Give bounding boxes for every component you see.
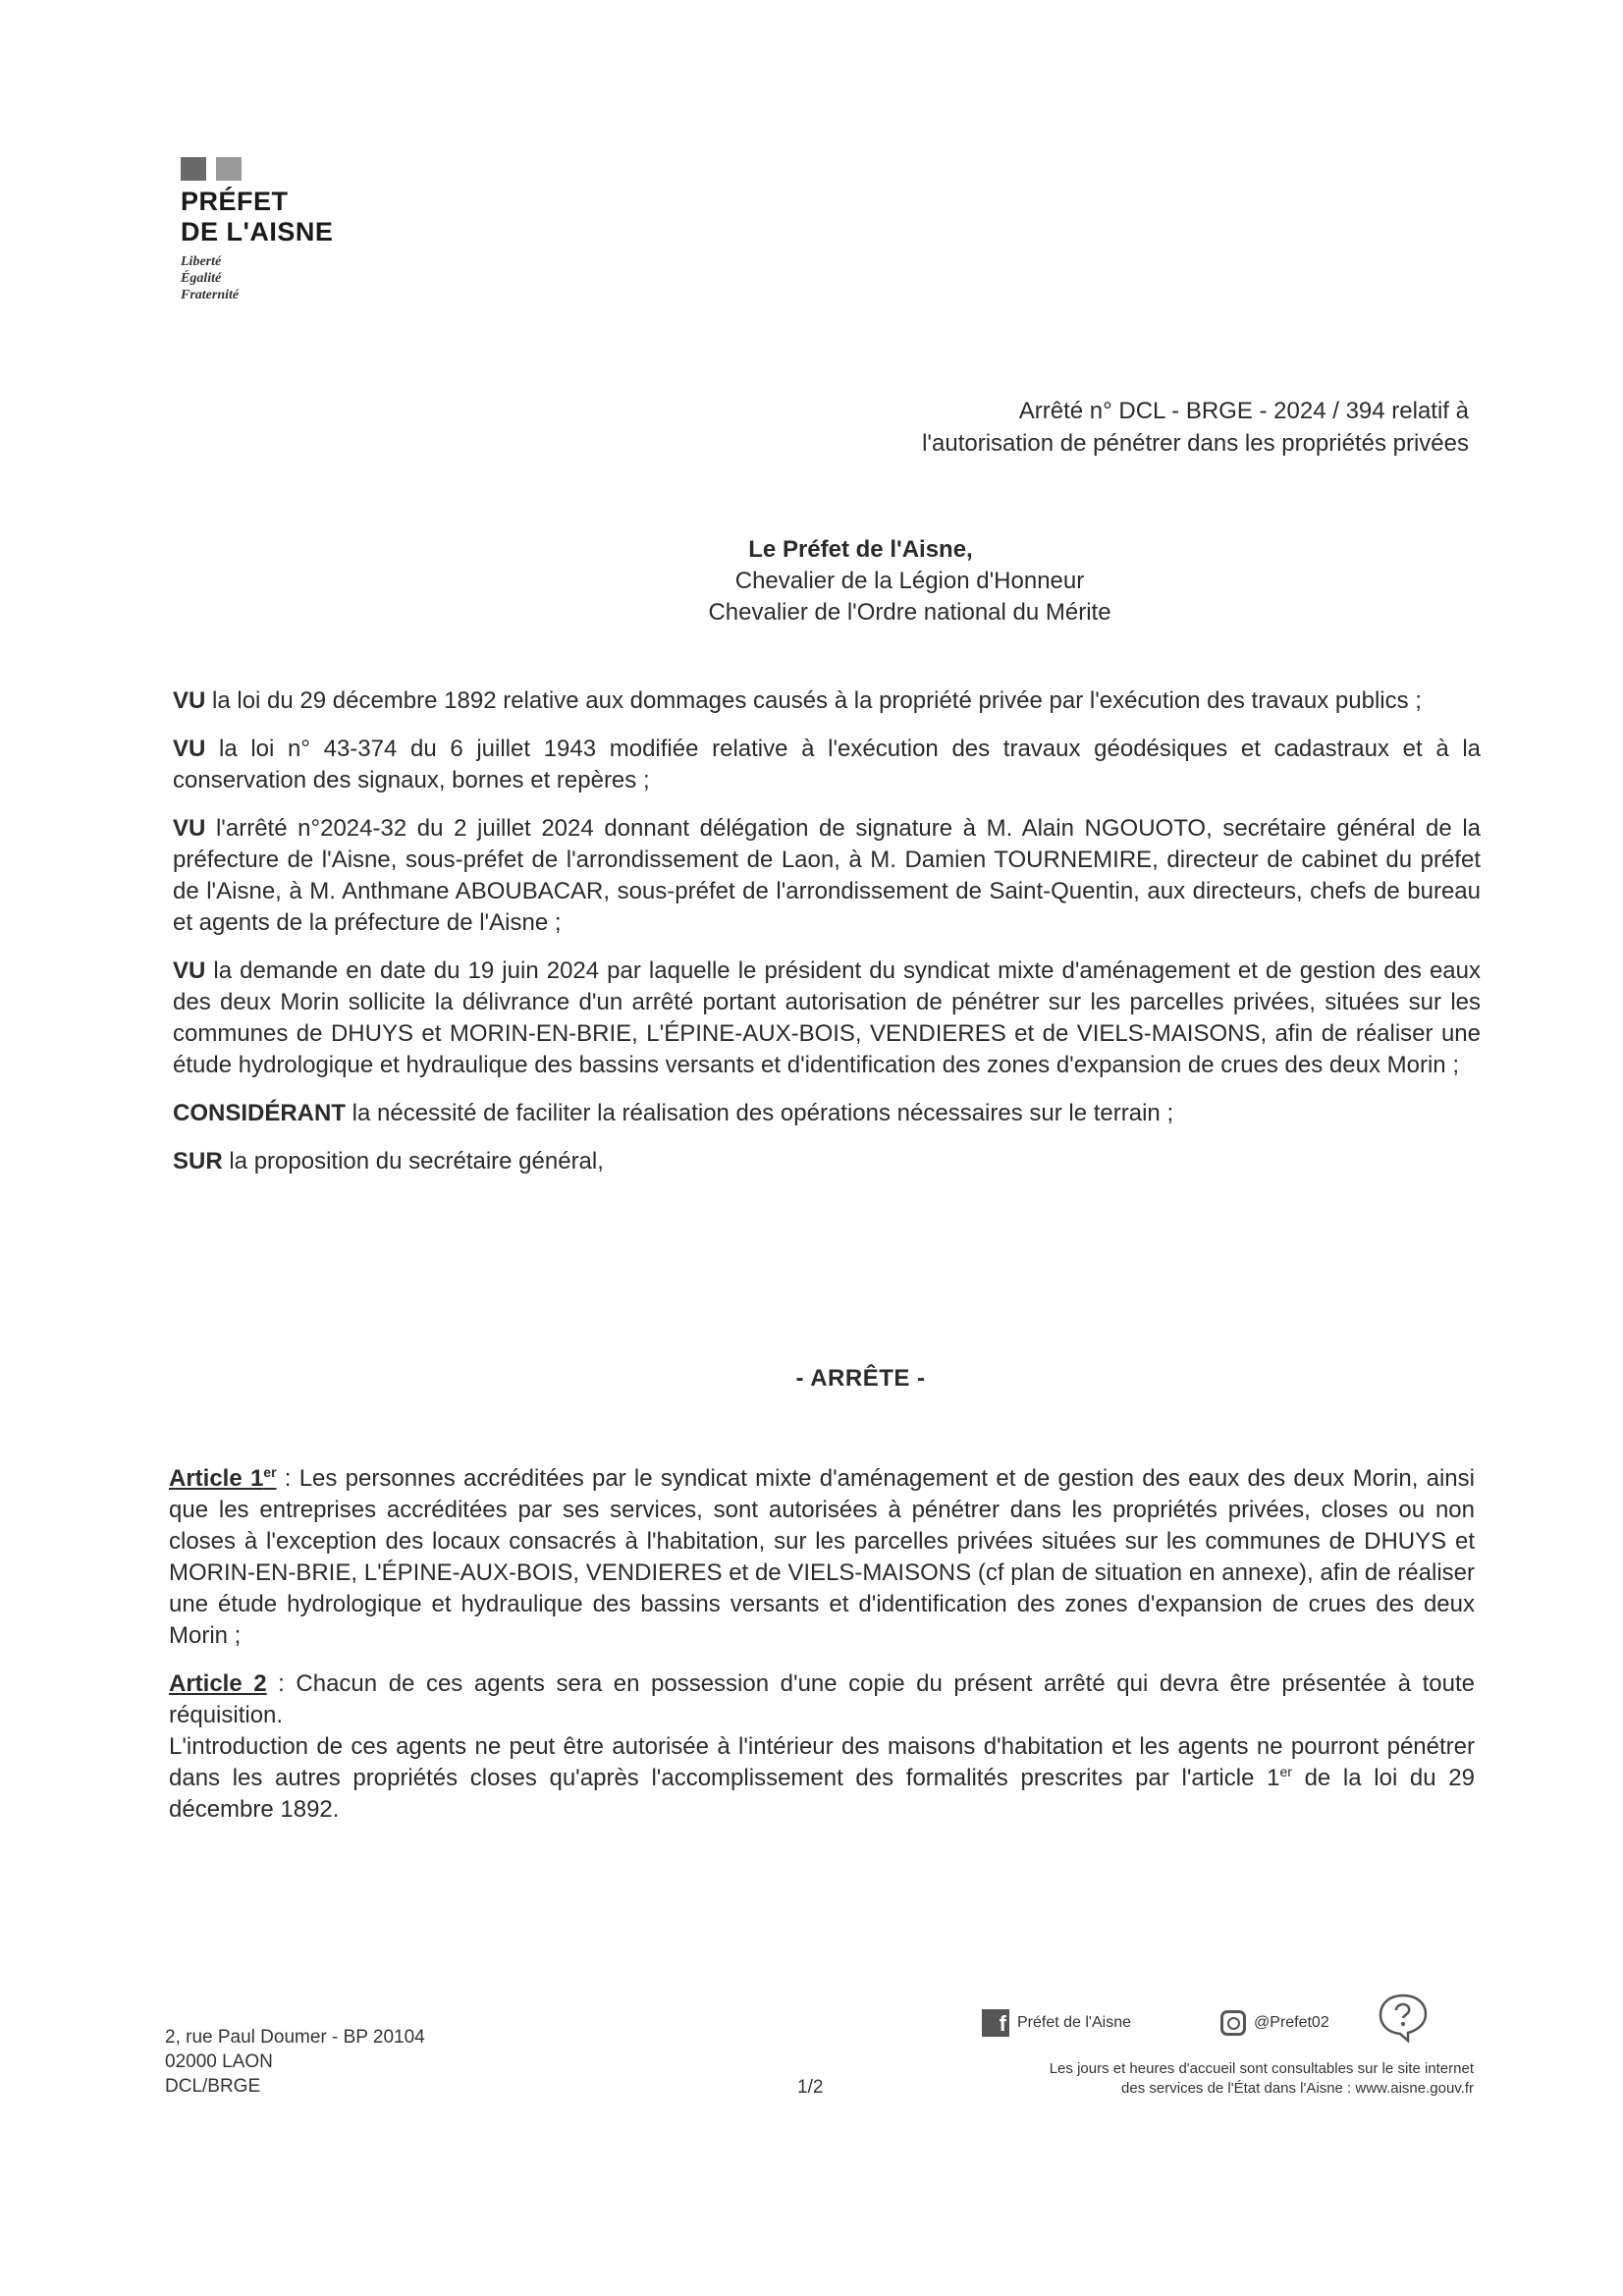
arrete-reference bbox=[782, 395, 1469, 460]
considerants bbox=[173, 685, 1481, 1194]
instagram-link[interactable] bbox=[1220, 2010, 1329, 2036]
arrete-title: - ARRÊTE - bbox=[795, 1365, 926, 1392]
address-city: 02000 LAON bbox=[165, 2051, 273, 2072]
article-2-label: Article 2 bbox=[169, 1670, 267, 1697]
page-number: 1/2 bbox=[797, 2077, 824, 2098]
article-1-label: Article 1er bbox=[169, 1464, 277, 1492]
article-1 bbox=[169, 1463, 1475, 1652]
considerant-item: SUR la proposition du secrétaire général, bbox=[173, 1148, 604, 1175]
considerant-item: CONSIDÉRANT la nécessité de faciliter la réalisation des opérations nécessaires sur le terrain ; bbox=[173, 1100, 1174, 1126]
reference-line1: Arrêté n° DCL - BRGE - 2024 / 394 relatif à bbox=[1018, 398, 1469, 424]
prefet-logo bbox=[181, 157, 377, 303]
marianne-emblem bbox=[181, 157, 377, 181]
article-2 bbox=[169, 1668, 1475, 1731]
footer-info bbox=[924, 2059, 1474, 2099]
article-2-text: : Chacun de ces agents sera en possession d'une copie du présent arrêté qui devra être présentée à toute réquisition. bbox=[169, 1670, 1475, 1728]
motto-egalite: Égalité bbox=[181, 271, 222, 286]
instagram-label: @Prefet02 bbox=[1254, 2014, 1329, 2031]
article-2-paragraph-2: L'introduction de ces agents ne peut être autorisée à l'intérieur des maisons d'habitation et les agents ne pourront pénétrer dans les autres propriétés closes qu'après l'accomplissement des formalités prescrites par l'article 1er de la loi du 29 décembre 1892. bbox=[169, 1733, 1475, 1823]
considerant-item: VU l'arrêté n°2024-32 du 2 juillet 2024 donnant délégation de signature à M. Alain NGOUOTO, secrétaire général de la préfecture de l'Aisne, sous-préfet de l'arrondissement de Laon, à M. Damien TOURNEMIRE, directeur de cabinet du préfet de l'Aisne, à M. Anthmane ABOUBACAR, sous-préfet de l'arrondissement de Saint-Quentin, aux directeurs, chefs de bureau et agents de la préfecture de l'Aisne ; bbox=[173, 815, 1481, 936]
instagram-icon bbox=[1220, 2010, 1246, 2036]
marianne-left-icon bbox=[181, 157, 206, 181]
facebook-icon: f bbox=[982, 2009, 1009, 2037]
facebook-label: Préfet de l'Aisne bbox=[1017, 2014, 1132, 2031]
info-line2: des services de l'État dans l'Aisne : www.aisne.gouv.fr bbox=[1121, 2080, 1474, 2097]
motto-liberte: Liberté bbox=[181, 254, 222, 269]
marianne-right-icon bbox=[216, 157, 242, 181]
logo-line2: DE L'AISNE bbox=[181, 217, 334, 246]
address-service: DCL/BRGE bbox=[165, 2076, 261, 2097]
motto-fraternite: Fraternité bbox=[181, 288, 240, 302]
prefet-block bbox=[0, 534, 1623, 629]
considerant-item: VU la loi n° 43-374 du 6 juillet 1943 modifiée relative à l'exécution des travaux géodésiques et cadastraux et à la conservation des signaux, bornes et repères ; bbox=[173, 736, 1481, 793]
footer-social bbox=[982, 1990, 1473, 2049]
prefet-honour-2: Chevalier de l'Ordre national du Mérite bbox=[708, 599, 1111, 626]
logo-line1: PRÉFET bbox=[181, 187, 289, 216]
considerant-item: VU la demande en date du 19 juin 2024 par laquelle le président du syndicat mixte d'aménagement et de gestion des eaux des deux Morin sollicite la délivrance d'un arrêté portant autorisation de pénétrer sur les parcelles privées, situées sur les communes de DHUYS et MORIN-EN-BRIE, L'ÉPINE-AUX-BOIS, VENDIERES et de VIELS-MAISONS, afin de réaliser une étude hydrologique et hydraulique des bassins versants et d'identification des zones d'expansion de crues des deux Morin ; bbox=[173, 957, 1481, 1078]
considerant-item: VU la loi du 29 décembre 1892 relative aux dommages causés à la propriété privée par l'exécution des travaux publics ; bbox=[173, 687, 1422, 714]
address-street: 2, rue Paul Doumer - BP 20104 bbox=[165, 2027, 425, 2048]
prefet-honour-1: Chevalier de la Légion d'Honneur bbox=[734, 568, 1085, 594]
reference-line2: l'autorisation de pénétrer dans les propriétés privées bbox=[922, 430, 1469, 457]
articles bbox=[169, 1463, 1475, 1842]
speech-bubble-icon bbox=[1375, 1990, 1432, 2043]
article-1-text: : Les personnes accréditées par le syndicat mixte d'aménagement et de gestion des eaux des deux Morin, ainsi que les entreprises accréditées par ses services, sont autorisées à pénétrer dans les propriétés privées, closes ou non closes à l'exception des locaux consacrés à l'habitation, sur les parcelles privées situées sur les communes de DHUYS et MORIN-EN-BRIE, L'ÉPINE-AUX-BOIS, VENDIERES et de VIELS-MAISONS (cf plan de situation en annexe), afin de réaliser une étude hydrologique et hydraulique des bassins versants et d'identification des zones d'expansion de crues des deux Morin ; bbox=[169, 1465, 1475, 1649]
info-line1: Les jours et heures d'accueil sont consultables sur le site internet bbox=[1049, 2060, 1474, 2077]
motto bbox=[181, 253, 377, 303]
prefet-title: Le Préfet de l'Aisne, bbox=[748, 536, 973, 563]
footer-address bbox=[165, 2025, 425, 2099]
arrete-heading bbox=[0, 1365, 1623, 1393]
facebook-link[interactable] bbox=[982, 2009, 1131, 2037]
